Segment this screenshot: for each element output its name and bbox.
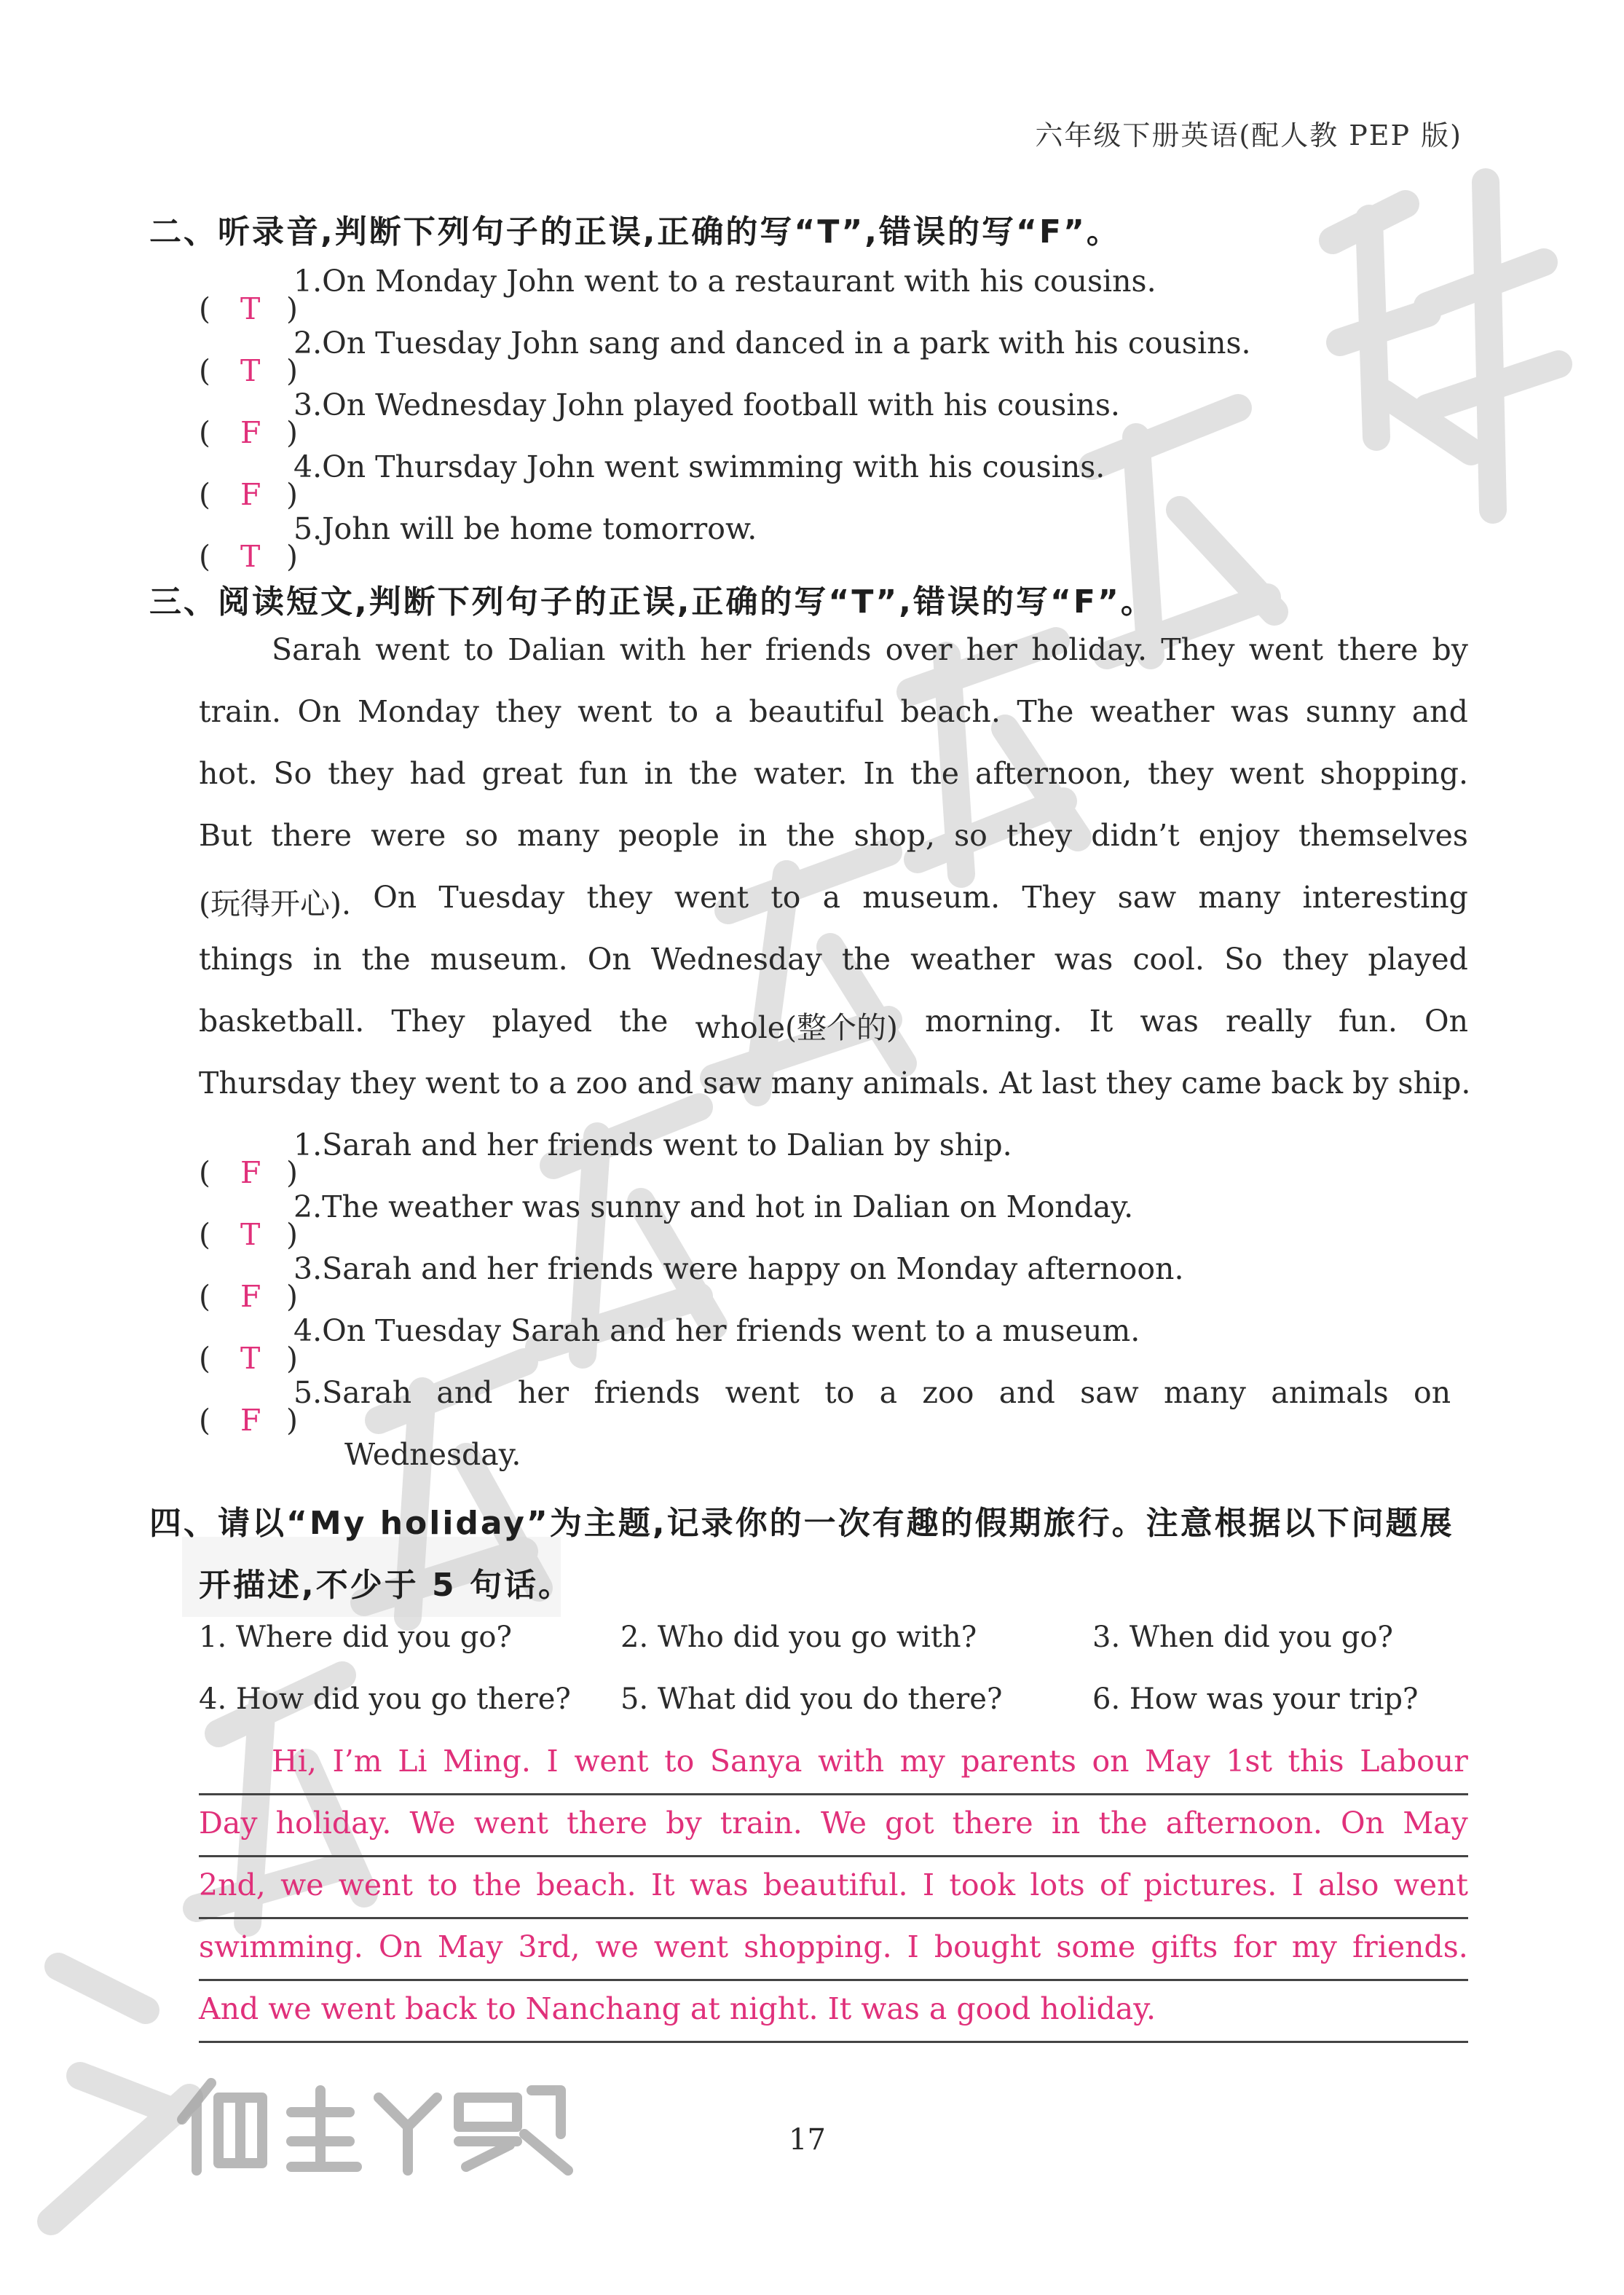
answer-mark: F [240, 477, 261, 512]
answer-mark: F [240, 1279, 261, 1314]
passage-line: basketball. They played the whole(整个的) morning. It was really fun. On [199, 1004, 1468, 1045]
section-3-item: ( F ) 3. Sarah and her friends were happy on Monday afternoon. [199, 1251, 1184, 1314]
section-4-title: 四、请以“My holiday”为主题,记录你的一次有趣的假期旅行。注意根据以下问题展 [149, 1505, 1454, 1542]
passage-line: Thursday they went to a zoo and saw many animals. At last they came back by ship. [199, 1066, 1471, 1101]
essay-line: 2nd, we went to the beach. It was beautiful. I took lots of pictures. I also went [199, 1857, 1468, 1919]
sample-essay [199, 1733, 1468, 2043]
page-number: 17 [789, 2123, 826, 2157]
section-3-item: ( F ) 1. Sarah and her friends went to Dalian by ship. [199, 1127, 1012, 1190]
passage-line: train. On Monday they went to a beautiful beach. The weather was sunny and [199, 694, 1468, 729]
passage-line: But there were so many people in the shop, so they didn’t enjoy themselves [199, 818, 1468, 853]
guide-question: 4. How did you go there? [199, 1682, 571, 1716]
guide-question: 6. How was your trip? [1092, 1682, 1419, 1716]
section-3-item: ( F ) 5. Sarah and her friends went to a zoo and saw many animals on [199, 1375, 1451, 1438]
guide-question: 1. Where did you go? [199, 1621, 512, 1654]
answer-mark: T [240, 1217, 261, 1252]
section-2-item: ( T ) 1. On Monday John went to a restaurant with his cousins. [199, 264, 1156, 326]
section-2-title: 二、听录音,判断下列句子的正误,正确的写“T”,错误的写“F”。 [149, 213, 1121, 251]
section-3-title: 三、阅读短文,判断下列句子的正误,正确的写“T”,错误的写“F”。 [149, 583, 1155, 621]
section-3-item-continuation: Wednesday. [344, 1437, 521, 1472]
section-4-title-continuation: 开描述,不少于 5 句话。 [199, 1567, 572, 1604]
answer-mark: F [240, 1155, 261, 1190]
passage-line: Sarah went to Dalian with her friends over her holiday. They went there by [272, 632, 1468, 667]
section-3-item: ( T ) 2. The weather was sunny and hot in Dalian on Monday. [199, 1189, 1134, 1252]
answer-mark: F [240, 415, 261, 450]
section-2-item: ( F ) 4. On Thursday John went swimming with his cousins. [199, 449, 1105, 512]
essay-line: swimming. On May 3rd, we went shopping. I bought some gifts for my friends. [199, 1919, 1468, 1981]
section-2-item: ( T ) 5. John will be home tomorrow. [199, 511, 757, 574]
page-header: 六年级下册英语(配人教 PEP 版) [1035, 119, 1462, 151]
passage-line: (玩得开心). On Tuesday they went to a museum. They saw many interesting [199, 880, 1468, 921]
answer-mark: T [240, 1341, 261, 1376]
section-3-item: ( T ) 4. On Tuesday Sarah and her friends went to a museum. [199, 1313, 1140, 1376]
guide-question: 5. What did you do there? [620, 1682, 1003, 1716]
reading-passage [199, 632, 1471, 1127]
answer-mark: T [240, 353, 261, 388]
passage-line: hot. So they had great fun in the water. In the afternoon, they went shopping. [199, 756, 1468, 791]
answer-mark: F [240, 1403, 261, 1438]
answer-mark: T [240, 539, 261, 574]
essay-line: Hi, I’m Li Ming. I went to Sanya with my parents on May 1st this Labour [199, 1733, 1468, 1795]
essay-line: And we went back to Nanchang at night. It was a good holiday. [199, 1981, 1468, 2043]
guide-question: 2. Who did you go with? [620, 1621, 977, 1654]
essay-line: Day holiday. We went there by train. We got there in the afternoon. On May [199, 1795, 1468, 1857]
answer-mark: T [240, 291, 261, 326]
section-2-item: ( F ) 3. On Wednesday John played football with his cousins. [199, 387, 1120, 450]
passage-line: things in the museum. On Wednesday the weather was cool. So they played [199, 942, 1468, 977]
section-2-item: ( T ) 2. On Tuesday John sang and danced in a park with his cousins. [199, 326, 1251, 388]
guide-question: 3. When did you go? [1092, 1621, 1393, 1654]
